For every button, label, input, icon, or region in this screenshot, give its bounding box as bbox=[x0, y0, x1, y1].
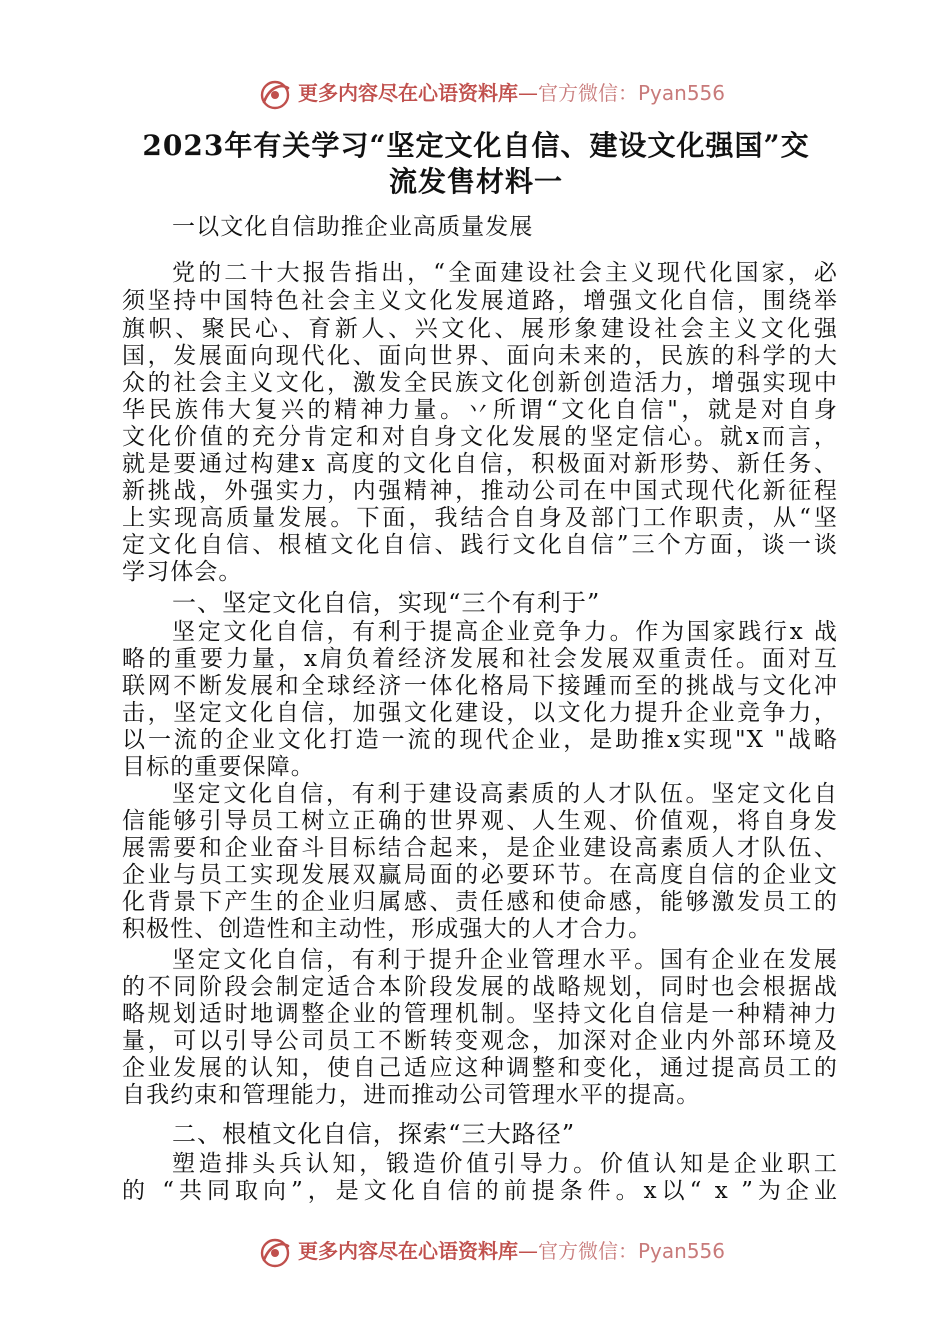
section-1-p1-line: 联网不断发展和全球经济一体化格局下接踵而至的挑战与文化冲 bbox=[122, 673, 838, 699]
section-1-p2-line: 信能够引导员工树立正确的世界观、人生观、价值观，将自身发 bbox=[122, 808, 838, 834]
section-1-p1-line: 目标的重要保障。 bbox=[122, 754, 315, 780]
section-1-p2-line: 坚定文化自信，有利于建设高素质的人才队伍。坚定文化自 bbox=[172, 781, 838, 807]
intro-line: 就是要通过构建x 高度的文化自信，积极面对新形势、新任务、 bbox=[122, 451, 838, 477]
intro-line: 文化价值的充分肯定和对自身文化发展的坚定信心。就x而言， bbox=[122, 424, 838, 450]
intro-line: 党的二十大报告指出，“全面建设社会主义现代化国家，必 bbox=[172, 260, 838, 286]
section-1-p2-line: 积极性、创造性和主动性，形成强大的人才合力。 bbox=[122, 916, 653, 942]
banner-site-text: 更多内容尽在心语资料库 bbox=[298, 1239, 518, 1263]
intro-line: 国，发展面向现代化、面向世界、面向未来的，民族的科学的大 bbox=[122, 343, 838, 369]
intro-line: 旗帜、聚民心、育新人、兴文化、展形象建设社会主义文化强 bbox=[122, 316, 838, 342]
section-1-p1-line: 击，坚定文化自信，加强文化建设，以文化力提升企业竞争力， bbox=[122, 700, 838, 726]
brand-logo-icon bbox=[258, 78, 292, 112]
title-line-2: 流发售材料一 bbox=[388, 165, 563, 198]
section-1-heading: 一、坚定文化自信，实现“三个有利于” bbox=[172, 589, 601, 617]
header-banner bbox=[0, 74, 950, 114]
section-1-p3-line: 企业发展的认知，使自己适应这种调整和变化，通过提高员工的 bbox=[122, 1055, 838, 1081]
section-1-p1-line: 以一流的企业文化打造一流的现代企业，是助推x实现"X "战略 bbox=[122, 727, 838, 753]
banner-text bbox=[298, 80, 725, 106]
section-1-p2-line: 企业与员工实现发展双赢局面的必要环节。在高度自信的企业文 bbox=[122, 862, 838, 888]
section-1-p3-line: 坚定文化自信，有利于提升企业管理水平。国有企业在发展 bbox=[172, 947, 838, 973]
intro-line: 上实现高质量发展。下面，我结合自身及部门工作职责，从“坚 bbox=[122, 505, 838, 531]
intro-line: 须坚持中国特色社会主义文化发展道路，增强文化自信，围绕举 bbox=[122, 288, 838, 314]
section-1-p3-line: 的不同阶段会制定适合本阶段发展的战略规划，同时也会根据战 bbox=[122, 974, 838, 1000]
section-1-p3-line: 自我约束和管理能力，进而推动公司管理水平的提高。 bbox=[122, 1082, 701, 1108]
section-2-p1-line: 塑造排头兵认知，锻造价值引导力。价值认知是企业职工 bbox=[172, 1151, 838, 1177]
section-1-p1-line: 略的重要力量，x肩负着经济发展和社会发展双重责任。面对互 bbox=[122, 646, 838, 672]
section-1-p2-line: 化背景下产生的企业归属感、责任感和使命感，能够激发员工的 bbox=[122, 889, 838, 915]
intro-line: 华民族伟大复兴的精神力量。丷所谓“文化自信"，就是对自身 bbox=[122, 397, 838, 423]
brand-logo-icon bbox=[258, 1236, 292, 1270]
section-1-p3-line: 量，可以引导公司员工不断转变观念，加深对企业内外部环境及 bbox=[122, 1028, 838, 1054]
banner-dash: — bbox=[518, 1239, 538, 1263]
banner-wechat-text: 官方微信：Pyan556 bbox=[538, 81, 726, 105]
section-2-heading: 二、根植文化自信，探索“三大路径” bbox=[172, 1120, 576, 1148]
section-2-p1-line: 的 “共同取向”，是文化自信的前提条件。x以“ x ”为企业 bbox=[122, 1178, 838, 1204]
banner-dash: — bbox=[518, 81, 538, 105]
footer-banner bbox=[0, 1232, 950, 1272]
document-title bbox=[126, 128, 826, 200]
section-1-p2-line: 展需要和企业奋斗目标结合起来，是企业建设高素质人才队伍、 bbox=[122, 835, 838, 861]
document-subtitle: 一以文化自信助推企业高质量发展 bbox=[172, 214, 534, 240]
title-line-1: 2023年有关学习“坚定文化自信、建设文化强国”交 bbox=[142, 129, 810, 162]
intro-line: 新挑战，外强实力，内强精神，推动公司在中国式现代化新征程 bbox=[122, 478, 838, 504]
banner-site-text: 更多内容尽在心语资料库 bbox=[298, 81, 518, 105]
intro-line: 学习体会。 bbox=[122, 559, 243, 585]
intro-line: 众的社会主义文化，激发全民族文化创新创造活力，增强实现中 bbox=[122, 370, 838, 396]
banner-text bbox=[298, 1238, 725, 1264]
section-1-p3-line: 略规划适时地调整企业的管理机制。坚持文化自信是一种精神力 bbox=[122, 1001, 838, 1027]
banner-wechat-text: 官方微信：Pyan556 bbox=[538, 1239, 726, 1263]
intro-line: 定文化自信、根植文化自信、践行文化自信”三个方面，谈一谈 bbox=[122, 532, 838, 558]
section-1-p1-line: 坚定文化自信，有利于提高企业竞争力。作为国家践行x 战 bbox=[172, 619, 838, 645]
